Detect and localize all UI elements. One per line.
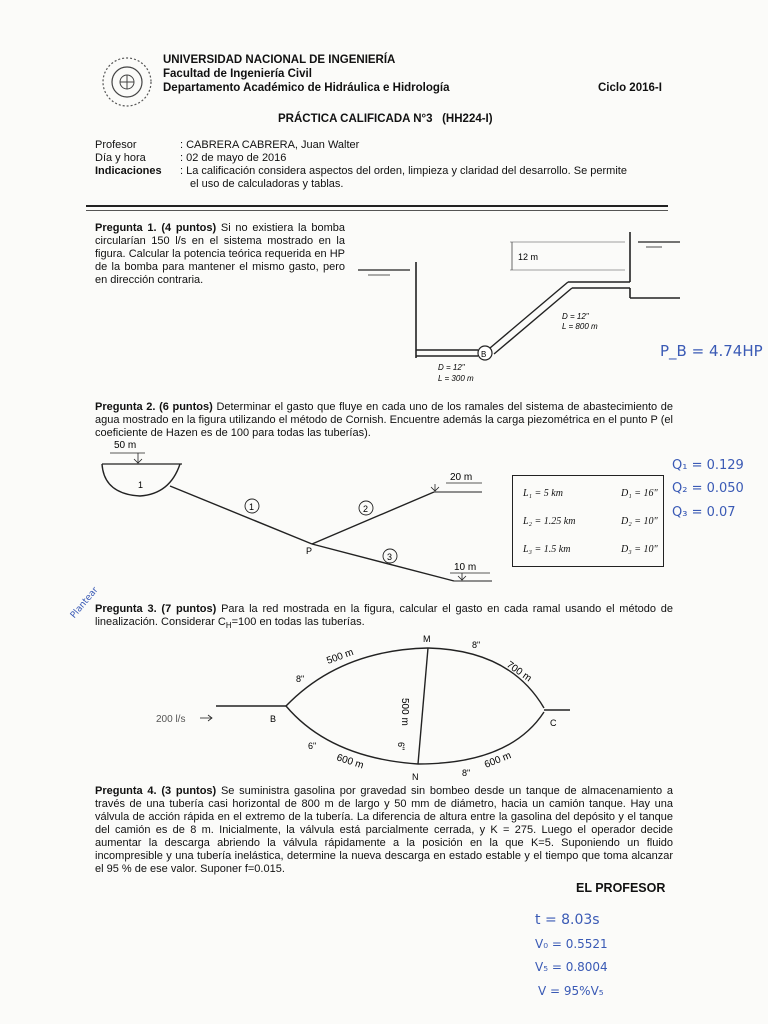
q3-bn-d: 6" bbox=[308, 741, 317, 751]
q2-pipe-2 bbox=[312, 492, 434, 544]
q4-answer-3: V₅ = 0.8004 bbox=[535, 960, 608, 974]
q2-table-d3: D₃ = 10" bbox=[621, 544, 658, 555]
q2-table-l1: L₁ = 5 km bbox=[523, 488, 563, 499]
q2-points: (6 puntos) bbox=[159, 401, 213, 413]
professor-label: Profesor bbox=[95, 139, 137, 151]
q2-pipe-1 bbox=[170, 486, 312, 544]
q1-points: (4 puntos) bbox=[161, 222, 217, 234]
q4-heading: Pregunta 4. bbox=[95, 785, 157, 797]
q3-node-b: B bbox=[270, 714, 277, 724]
q3-node-c: C bbox=[550, 718, 557, 728]
q1-upper-d: D = 12" bbox=[562, 312, 589, 321]
q4-text: Se suministra gasolina por gravedad sin bombeo desde un tanque de almacenamiento a través de una tubería casi horizontal de 800 m de largo y 50 mm de diámetro, hacia un camión tanque. Hay una válvula de acción rápida en el extremo de la tubería. La diferencia de altura entre la gasolina del depósito y el tanque del camión es de 8 m. Inicialmente, la válvula está parcialmente cerrada, y K = 275. Luego el operador decide aumentar la descarga abriendo la válvula rápidamente a la posición en la que K=5. Suponiendo un fluido incompresible y una tubería inelástica, determine la nueva descarga en estado estable y el tiempo que toma alcanzar el 95 % de ese valor. Suponer f=0.015. bbox=[95, 785, 673, 875]
question-1 bbox=[95, 222, 345, 287]
department-name: Departamento Académico de Hidráulica e Hidrología bbox=[163, 82, 450, 94]
indications-value-1: : La calificación considera aspectos del orden, limpieza y claridad del desarrollo. Se permite bbox=[180, 165, 627, 177]
q3-heading: Pregunta 3. bbox=[95, 603, 157, 615]
q2-table-d1: D₁ = 16" bbox=[621, 488, 658, 499]
q3-text-end: =100 en todas las tuberías. bbox=[231, 616, 365, 628]
q3-bm-d: 8" bbox=[296, 674, 305, 684]
q1-lower-l: L = 300 m bbox=[438, 374, 474, 383]
q3-node-n: N bbox=[412, 772, 419, 782]
q2-answer-3: Q₃ = 0.07 bbox=[672, 505, 736, 520]
header-divider-thin bbox=[86, 210, 668, 211]
q2-pipe-1-label: 1 bbox=[249, 502, 255, 512]
q2-node-p: P bbox=[306, 546, 313, 556]
q3-text: Para la red mostrada en la figura, calcular el gasto en cada ramal usando el método de linealización. Considerar C bbox=[95, 603, 674, 628]
indications-value-2: el uso de calculadoras y tablas. bbox=[190, 178, 344, 190]
q2-elev-mid: 20 m bbox=[450, 472, 473, 483]
q2-table-l3: L₃ = 1.5 km bbox=[523, 544, 571, 555]
q1-figure bbox=[350, 218, 690, 390]
signature: EL PROFESOR bbox=[576, 881, 666, 895]
q2-answer-1: Q₁ = 0.129 bbox=[672, 458, 744, 473]
q3-bm-len: 500 m bbox=[325, 646, 356, 667]
university-seal bbox=[100, 55, 154, 109]
q3-figure bbox=[150, 628, 610, 784]
q3-pipe-bn bbox=[286, 706, 418, 764]
q3-text-sub: H bbox=[225, 621, 232, 631]
q3-margin-note: Plantear bbox=[68, 585, 101, 621]
q3-pipe-mn bbox=[418, 648, 428, 764]
q4-answer-2: V₀ = 0.5521 bbox=[535, 937, 608, 951]
q1-heading: Pregunta 1. bbox=[95, 222, 157, 234]
q1-lower-d: D = 12" bbox=[438, 363, 465, 372]
q3-mn-len: 500 m bbox=[399, 698, 410, 726]
q2-answer-2: Q₂ = 0.050 bbox=[672, 481, 744, 496]
q3-pipe-nc bbox=[418, 712, 544, 764]
q3-node-m: M bbox=[423, 634, 431, 644]
q3-nc-len: 600 m bbox=[483, 750, 513, 771]
q1-pump-label: B bbox=[481, 350, 487, 359]
university-name: UNIVERSIDAD NACIONAL DE INGENIERÍA bbox=[163, 54, 396, 66]
q2-elev-low: 10 m bbox=[454, 562, 477, 573]
q1-height-label: 12 m bbox=[518, 252, 539, 262]
q2-table-d2: D₂ = 10" bbox=[621, 516, 658, 527]
q3-nc-d: 8" bbox=[462, 768, 471, 778]
q2-pipe-3 bbox=[312, 544, 454, 581]
question-4 bbox=[95, 785, 673, 876]
date-label: Día y hora bbox=[95, 152, 146, 164]
faculty-name: Facultad de Ingeniería Civil bbox=[163, 68, 312, 80]
q2-pipe-3-label: 3 bbox=[387, 552, 393, 562]
q3-bn-len: 600 m bbox=[335, 752, 365, 772]
q1-handwritten-answer: P_B = 4.74HP bbox=[660, 342, 763, 360]
q4-answer-4: V = 95%V₅ bbox=[538, 984, 604, 998]
date-value: : 02 de mayo de 2016 bbox=[180, 152, 287, 164]
question-2 bbox=[95, 401, 673, 440]
q1-text: Si no existiera la bomba circularían 150 l/s en el sistema mostrado en la figura. Calcular la potencia teórica requerida en HP de la bomba para mantener el mismo gasto, pero en dirección contraria. bbox=[95, 222, 345, 286]
q1-upper-l: L = 800 m bbox=[562, 322, 598, 331]
q2-pipe-2-label: 2 bbox=[363, 504, 369, 514]
cycle-label: Ciclo 2016-I bbox=[598, 82, 662, 94]
q2-tank-label: 1 bbox=[138, 480, 144, 490]
header-divider bbox=[86, 205, 668, 207]
q3-mc-d: 8" bbox=[472, 640, 481, 650]
q3-points: (7 puntos) bbox=[161, 603, 217, 615]
q2-elev-top: 50 m bbox=[114, 440, 137, 451]
q2-heading: Pregunta 2. bbox=[95, 401, 156, 413]
q2-table-l2: L₂ = 1.25 km bbox=[523, 516, 576, 527]
q3-mc-len: 700 m bbox=[504, 659, 534, 685]
q2-figure bbox=[90, 436, 510, 586]
q3-inflow: 200 l/s bbox=[156, 714, 186, 725]
page-title: PRÁCTICA CALIFICADA N°3 (HH224-I) bbox=[278, 113, 493, 125]
professor-value: : CABRERA CABRERA, Juan Walter bbox=[180, 139, 360, 151]
q2-text: Determinar el gasto que fluye en cada uno de los ramales del sistema de abastecimiento de agua mostrado en la figura utilizando el método de Cornish. Encuentre además la carga piezométrica en el punto P (el coeficiente de Hazen es de 100 para todas las tuberías). bbox=[95, 401, 674, 439]
indications-label: Indicaciones bbox=[95, 165, 162, 177]
q2-pipe-table bbox=[512, 475, 664, 567]
q4-points: (3 puntos) bbox=[161, 785, 217, 797]
q3-mn-d: 6" bbox=[396, 742, 406, 751]
q4-answer-1: t = 8.03s bbox=[535, 912, 600, 928]
